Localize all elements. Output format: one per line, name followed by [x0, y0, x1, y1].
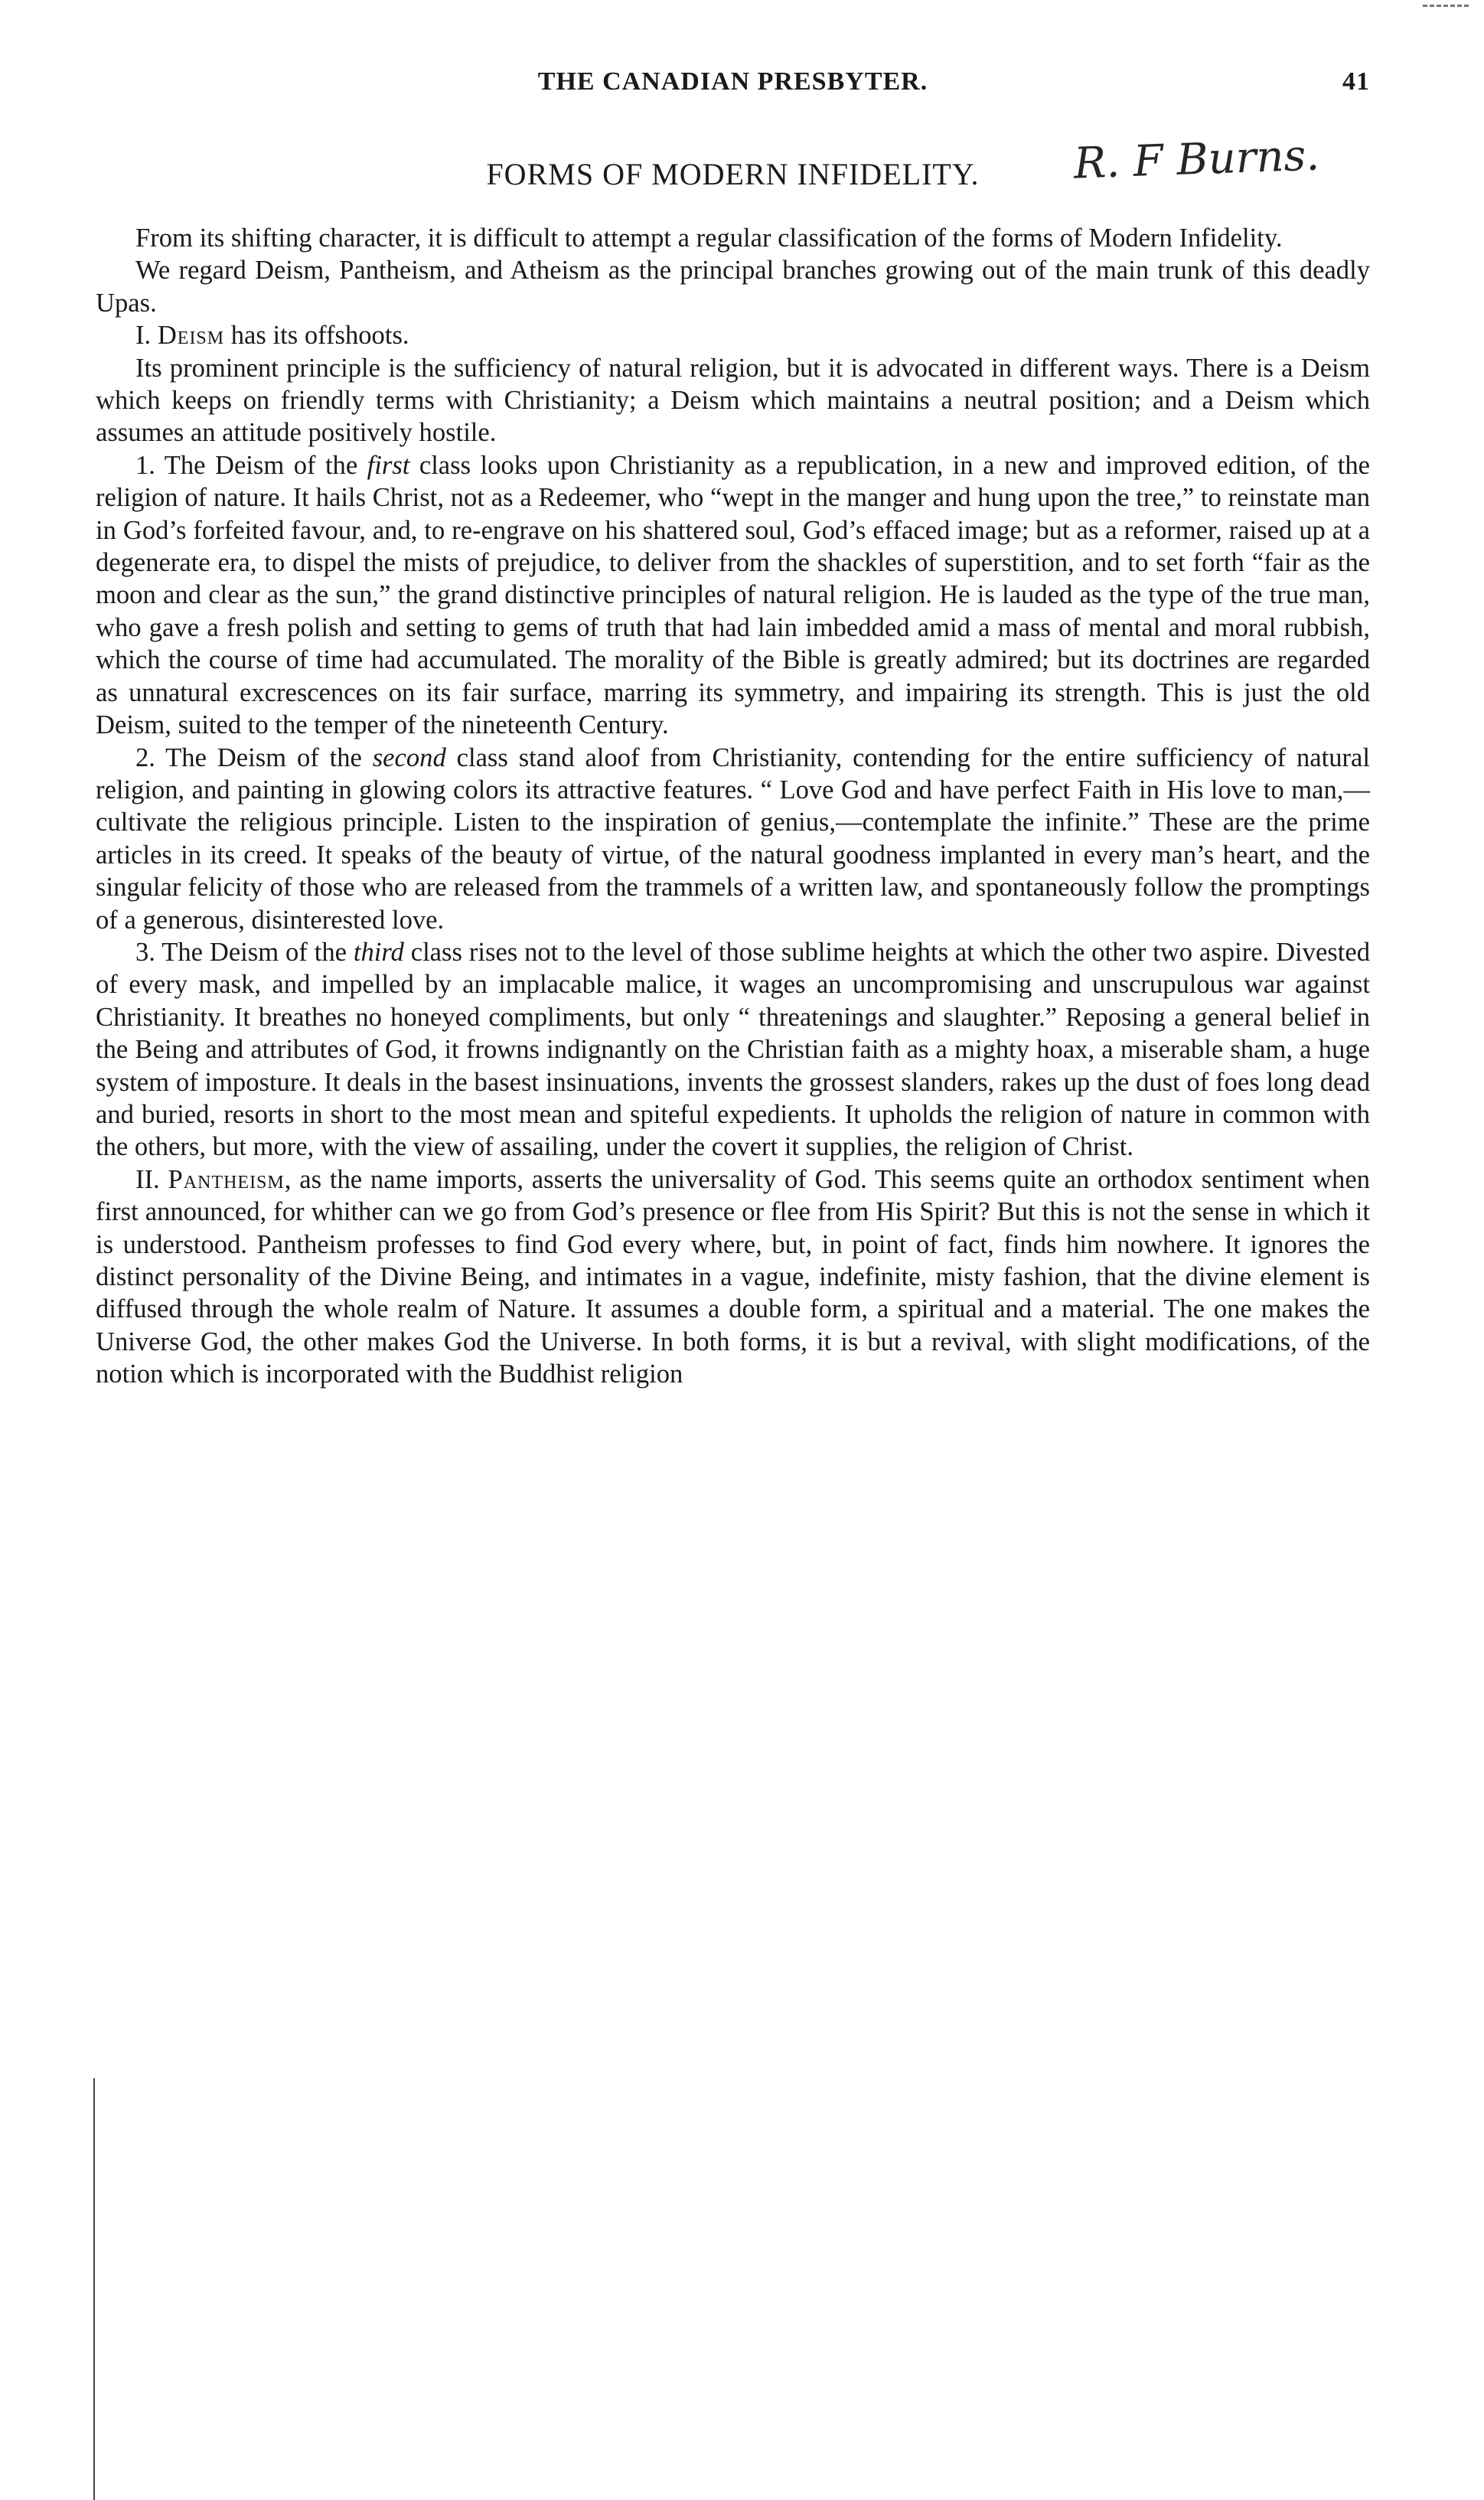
paragraph-text: 3. The Deism of the: [135, 937, 354, 967]
article-title: FORMS OF MODERN INFIDELITY.: [486, 157, 980, 191]
paragraph-deism-second-class: [96, 742, 1370, 936]
paragraph-text: 1. The Deism of the: [135, 450, 367, 480]
section-number: II.: [135, 1164, 168, 1194]
running-title: THE CANADIAN PRESBYTER.: [537, 67, 928, 96]
paragraph-text: 2. The Deism of the: [135, 742, 373, 772]
page-number: 41: [1342, 67, 1370, 96]
paragraph-deism-first-class: [96, 449, 1370, 742]
italic-term: third: [353, 937, 404, 967]
paragraph-deism-third-class: [96, 936, 1370, 1164]
section-number: I.: [135, 321, 158, 351]
section-pantheism: [96, 1164, 1370, 1391]
paragraph-text: Its prominent principle is the sufficiency of natural religion, but it is advocated in different ways. There is a Deism which keeps on friendly terms with Christianity; a Deism which maintains a neutral position; and a Deism which assumes an attitude positively hostile.: [96, 353, 1370, 448]
paragraph-intro: [96, 222, 1370, 254]
paragraph-text: has its offshoots.: [224, 321, 409, 351]
italic-term: second: [372, 742, 446, 772]
article-body: [96, 222, 1370, 1391]
page: [96, 61, 1370, 1391]
paragraph-branches: [96, 254, 1370, 319]
article-header: [96, 130, 1370, 222]
scan-edge-mark: [1423, 5, 1469, 7]
section-keyword: Deism: [157, 321, 225, 351]
paragraph-text: , as the name imports, asserts the universality of God. This seems quite an orthodox sentiment when first announced, for whither can we go from God’s presence or flee from His Spirit? But this is not the sense in which it is understood. Pantheism professes to find God every where, but, in point of fact, finds him nowhere. It ignores the distinct personality of the Divine Being, and intimates in a vague, indefinite, misty fashion, that the divine element is diffused through the whole realm of Nature. It assumes a double form, a spiritual and a material. The one makes the Universe God, the other makes God the Universe. In both forms, it is but a revival, with slight modifications, of the notion which is incorporated with the Buddhist religion: [96, 1164, 1370, 1389]
section-keyword: Pantheism: [168, 1164, 285, 1194]
paragraph-text: class stand aloof from Christianity, contending for the entire sufficiency of natural religion, and painting in glowing colors its attractive features. “ Love God and have perfect Faith in His love to man,—cultivate the religious principle. Listen to the inspiration of genius,—contemplate the infinite.” These are the prime articles in its creed. It speaks of the beauty of virtue, of the natural goodness implanted in every man’s heart, and the singular felicity of those who are released from the trammels of a written law, and spontaneously follow the promptings of a generous, disinterested love.: [96, 742, 1370, 935]
section-heading-deism: [96, 319, 1370, 351]
margin-line: [93, 2078, 95, 2500]
paragraph-deism-principle: [96, 352, 1370, 449]
handwritten-signature: R. F Burns.: [1072, 130, 1321, 189]
italic-term: first: [367, 450, 410, 480]
paragraph-text: From its shifting character, it is difficult to attempt a regular classification of the forms of Modern Infidelity.: [135, 224, 1283, 253]
paragraph-text: We regard Deism, Pantheism, and Atheism as the principal branches growing out of the main trunk of this deadly Upas.: [96, 256, 1370, 318]
running-head: [96, 61, 1370, 107]
paragraph-text: class looks upon Christianity as a republication, in a new and improved edition, of the religion of nature. It hails Christ, not as a Redeemer, who “wept in the manger and hung upon the tree,” to reinstate man in God’s forfeited favour, and, to re-engrave on his shattered soul, God’s effaced image; but as a reformer, raised up at a degenerate era, to dispel the mists of prejudice, to deliver from the shackles of superstition, and to set forth “fair as the moon and clear as the sun,” the grand distinctive principles of natural religion. He is lauded as the type of the true man, who gave a fresh polish and setting to gems of truth that had lain imbedded amid a mass of mental and moral rubbish, which the course of time had accumulated. The morality of the Bible is greatly admired; but its doctrines are regarded as unnatural excrescences on its fair surface, marring its symmetry, and impairing its strength. This is just the old Deism, suited to the temper of the nineteenth Century.: [96, 450, 1370, 740]
paragraph-text: class rises not to the level of those sublime heights at which the other two aspire. Divested of every mask, and impelled by an implacable malice, it wages an uncompromising and unscrupulous war against Christianity. It breathes no honeyed compliments, but only “ threatenings and slaughter.” Reposing a general belief in the Being and attributes of God, it frowns indignantly on the Christian faith as a mighty hoax, a miserable sham, a huge system of imposture. It deals in the basest insinuations, invents the grossest slanders, rakes up the dust of foes long dead and buried, resorts in short to the most mean and spiteful expedients. It upholds the religion of nature in common with the others, but more, with the view of assailing, under the covert it supplies, the religion of Christ.: [96, 937, 1370, 1162]
